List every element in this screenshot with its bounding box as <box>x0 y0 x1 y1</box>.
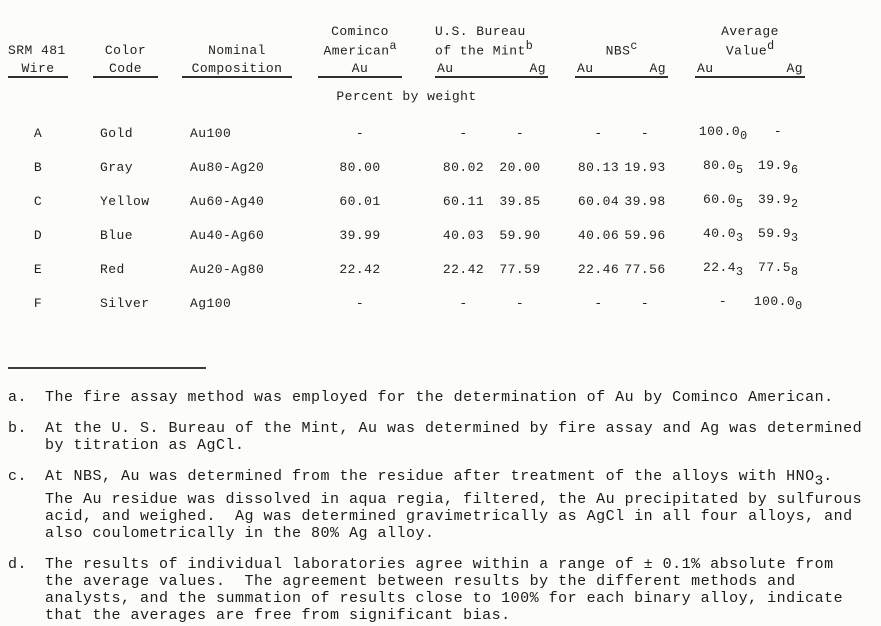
spacer-cell <box>158 252 182 286</box>
table-subtitle: Percent by weight <box>336 89 477 105</box>
cell-nbs-au: 40.06 <box>577 227 620 243</box>
cell-mint-au: - <box>459 295 468 311</box>
header-average-au: Au <box>697 61 714 77</box>
avg-au-value: 100.0 <box>698 123 741 139</box>
cell-wire: B <box>33 159 43 175</box>
spacer-cell <box>158 25 182 39</box>
spacer-cell <box>292 286 318 320</box>
cell-color: Red <box>100 261 125 277</box>
header-row-2 <box>8 39 805 58</box>
avg-au-subdigit: 0 <box>740 128 748 143</box>
cell-cominco-au: - <box>355 125 365 141</box>
avg-ag-subdigit: 3 <box>791 230 799 245</box>
cell-color: Blue <box>100 227 134 243</box>
spacer-cell <box>402 286 435 320</box>
spacer-cell <box>158 58 182 77</box>
cell-nbs-ag: 77.56 <box>624 261 666 277</box>
cell-cominco-au: 60.01 <box>339 193 381 209</box>
spacer-cell <box>402 252 435 286</box>
avg-au-subdigit: 5 <box>736 196 744 211</box>
spacer-cell <box>402 116 435 150</box>
header-nbs-au-ag <box>575 58 668 77</box>
footnote-line: that the averages are free from significant bias. <box>45 606 511 624</box>
spacer-cell <box>668 58 695 77</box>
cell-composition: Au80-Ag20 <box>190 159 265 175</box>
spacer-cell <box>668 218 695 252</box>
cell-nbs-ag: - <box>640 295 650 311</box>
cell-mint-ag: 20.00 <box>499 159 541 175</box>
footnote-line: by titration as AgCl. <box>45 437 245 455</box>
spacer-cell <box>158 184 182 218</box>
footnote-text <box>45 468 881 541</box>
avg-au-value: 60.0 <box>703 191 737 207</box>
cell-avg-ag <box>751 150 805 184</box>
table-row-b <box>8 150 805 184</box>
spacer-cell <box>158 39 182 58</box>
spacer-cell <box>68 218 93 252</box>
avg-ag-value: 77.5 <box>758 259 792 275</box>
cell-composition: Ag100 <box>190 295 232 311</box>
spacer-cell <box>68 286 93 320</box>
footnote-text <box>45 389 881 406</box>
spacer-cell <box>668 39 695 58</box>
avg-au-subdigit: 3 <box>736 264 744 279</box>
cell-nbs-au: 22.46 <box>577 261 620 277</box>
avg-ag-value: 100.0 <box>753 293 796 309</box>
header-nbs <box>575 39 668 58</box>
cell-wire: C <box>33 193 43 209</box>
spacer-cell <box>402 25 435 39</box>
footnote-line: The Au residue was dissolved in aqua regia, filtered, the Au precipitated by sulfurous <box>45 490 863 508</box>
spacer-cell <box>575 25 668 39</box>
cell-avg-au <box>695 116 751 150</box>
footnote-ref-a: a <box>389 39 397 53</box>
footnote-line: the average values. The agreement between results by the different methods and <box>45 572 796 590</box>
avg-ag-value: 59.9 <box>758 225 792 241</box>
cell-nbs-au: 60.04 <box>577 193 620 209</box>
cell-nbs-ag: 19.93 <box>624 159 666 175</box>
spacer-cell <box>158 116 182 150</box>
avg-ag-value: 19.9 <box>758 157 792 173</box>
footnote-c <box>8 468 881 541</box>
cell-mint-au: 40.03 <box>442 227 485 243</box>
header-mint-ag: Ag <box>529 61 547 77</box>
header-wire: Wire <box>8 58 68 77</box>
cell-color: Gray <box>100 159 134 175</box>
cell-nbs-ag: - <box>640 125 650 141</box>
header-mint-au-ag <box>435 58 548 77</box>
header-average-line1: Average <box>721 24 779 39</box>
header-row-1 <box>8 25 805 39</box>
spacer-cell <box>548 39 575 58</box>
cell-avg-ag <box>751 286 805 320</box>
header-row-3 <box>8 58 805 77</box>
header-mint-line2 <box>435 39 548 58</box>
avg-ag-subdigit: 2 <box>791 196 799 211</box>
spacer-cell <box>292 150 318 184</box>
cell-mint-au: 22.42 <box>442 261 485 277</box>
footnote-ref-d: d <box>767 39 775 53</box>
spacer-cell <box>68 58 93 77</box>
cell-composition: Au20-Ag80 <box>190 261 265 277</box>
header-average-ag: Ag <box>786 61 804 77</box>
avg-ag-value: 39.9 <box>758 191 792 207</box>
avg-au-subdigit: 3 <box>736 230 744 245</box>
footnote-line <box>45 468 881 490</box>
cell-avg-au <box>695 252 751 286</box>
spacer-cell <box>668 25 695 39</box>
header-mint-au: Au <box>437 61 454 77</box>
footnote-d <box>8 556 881 624</box>
footnote-ref-c: c <box>630 39 638 53</box>
spacer-cell <box>68 184 93 218</box>
footnote-label: a. <box>8 389 28 407</box>
spacer-cell <box>402 39 435 58</box>
footnote-line: analysts, and the summation of results close to 100% for each binary alloy, indicate <box>45 589 844 607</box>
cell-wire: A <box>33 125 43 141</box>
footnote-text <box>45 556 881 624</box>
cell-nbs-au: - <box>594 295 603 311</box>
cell-mint-au: - <box>459 125 468 141</box>
spacer-cell <box>548 150 575 184</box>
header-nbs-ag: Ag <box>649 61 667 77</box>
avg-ag-subdigit: 0 <box>795 298 803 313</box>
cell-cominco-au: 39.99 <box>339 227 381 243</box>
footnote-label: d. <box>8 555 28 573</box>
cell-avg-au <box>695 150 751 184</box>
spacer-cell <box>548 252 575 286</box>
avg-au-value: 80.0 <box>703 157 737 173</box>
cell-wire: F <box>33 295 43 311</box>
spacer-cell <box>68 252 93 286</box>
chemical-subscript: 3 <box>814 473 824 490</box>
avg-ag-value: - <box>773 123 783 139</box>
footnote-text <box>45 420 881 454</box>
spacer-cell <box>182 25 292 39</box>
header-code: Code <box>93 58 158 77</box>
cell-cominco-au: 22.42 <box>339 261 381 277</box>
cell-avg-ag <box>751 184 805 218</box>
spacer-cell <box>292 218 318 252</box>
table-row-a <box>8 116 805 150</box>
spacer-cell <box>68 150 93 184</box>
spacer-cell <box>68 116 93 150</box>
composition-table <box>8 25 805 320</box>
footnote-line: At the U. S. Bureau of the Mint, Au was determined by fire assay and Ag was determined <box>45 420 863 438</box>
cell-cominco-au: - <box>355 295 365 311</box>
header-mint-line1: U.S. Bureau <box>435 24 526 39</box>
cell-avg-ag <box>751 218 805 252</box>
cell-nbs-ag: 39.98 <box>624 193 666 209</box>
spacer-cell <box>292 39 318 58</box>
footnote-line-text: At NBS, Au was determined from the residue after treatment of the alloys with HNO <box>45 468 815 486</box>
spacer-cell <box>548 116 575 150</box>
cell-color: Silver <box>100 295 150 311</box>
cell-color: Yellow <box>100 193 150 209</box>
cell-nbs-au: 80.13 <box>577 159 620 175</box>
cell-mint-ag: 59.90 <box>499 227 541 243</box>
spacer-cell <box>292 252 318 286</box>
header-average-line2 <box>695 39 805 58</box>
footnote-line: acid, and weighed. Ag was determined gravimetrically as AgCl in all four alloys, and <box>45 507 853 525</box>
header-mint-name: of the Mint <box>435 43 526 59</box>
cell-avg-ag <box>751 116 805 150</box>
header-cominco-au: Au <box>318 58 402 77</box>
cell-nbs-au: - <box>594 125 603 141</box>
avg-ag-subdigit: 8 <box>791 264 799 279</box>
spacer-cell <box>548 58 575 77</box>
avg-au-value: 40.0 <box>703 225 737 241</box>
spacer-cell <box>292 58 318 77</box>
cell-wire: E <box>33 261 43 277</box>
footnotes-section <box>0 369 881 623</box>
footnote-b <box>8 420 881 454</box>
spacer-cell <box>548 286 575 320</box>
spacer-cell <box>668 286 695 320</box>
footnote-line-text: . <box>823 468 833 486</box>
cell-composition: Au60-Ag40 <box>190 193 265 209</box>
cell-avg-au <box>695 184 751 218</box>
spacer-cell <box>158 218 182 252</box>
header-composition: Composition <box>182 58 292 77</box>
spacer-cell <box>402 184 435 218</box>
header-average-au-ag <box>695 58 805 77</box>
footnote-line: The results of individual laboratories agree within a range of ± 0.1% absolute from <box>45 555 834 573</box>
spacer-cell <box>668 252 695 286</box>
spacer-cell <box>668 116 695 150</box>
spacer-cell <box>402 58 435 77</box>
spacer-cell <box>8 25 68 39</box>
cell-mint-ag: 39.85 <box>499 193 541 209</box>
spacer-cell <box>68 39 93 58</box>
spacer-cell <box>548 25 575 39</box>
cell-mint-au: 80.02 <box>442 159 485 175</box>
spacer-cell <box>158 150 182 184</box>
footnote-line: also coulometrically in the 80% Ag alloy. <box>45 524 435 542</box>
spacer-cell <box>292 184 318 218</box>
header-color: Color <box>104 43 147 59</box>
cell-composition: Au40-Ag60 <box>190 227 265 243</box>
table-row-e <box>8 252 805 286</box>
header-cominco-line1: Cominco <box>331 24 389 39</box>
table-row-f <box>8 286 805 320</box>
cell-nbs-ag: 59.96 <box>624 227 666 243</box>
spacer-cell <box>93 25 158 39</box>
footnote-a <box>8 389 881 406</box>
spacer-cell <box>668 184 695 218</box>
header-nominal: Nominal <box>208 43 266 59</box>
avg-au-subdigit: 5 <box>736 162 744 177</box>
footnote-line: The fire assay method was employed for the determination of Au by Cominco American. <box>45 389 834 407</box>
header-nbs-au: Au <box>577 61 594 77</box>
header-srm-wire: SRM 481 <box>8 43 66 59</box>
subtitle-row <box>8 77 805 116</box>
spacer-cell <box>548 184 575 218</box>
cell-composition: Au100 <box>190 125 232 141</box>
cell-mint-ag: - <box>515 295 525 311</box>
cell-avg-au <box>695 286 751 320</box>
spacer-cell <box>292 116 318 150</box>
footnote-label: b. <box>8 420 28 438</box>
avg-ag-subdigit: 6 <box>791 162 799 177</box>
cell-wire: D <box>33 227 43 243</box>
spacer-cell <box>158 286 182 320</box>
cell-mint-ag: - <box>515 125 525 141</box>
header-cominco-line2 <box>318 39 402 58</box>
avg-au-value: 22.4 <box>703 259 737 275</box>
table-row-d <box>8 218 805 252</box>
table-row-c <box>8 184 805 218</box>
spacer-cell <box>68 25 93 39</box>
spacer-cell <box>668 150 695 184</box>
footnote-label: c. <box>8 468 28 486</box>
spacer-cell <box>402 218 435 252</box>
cell-cominco-au: 80.00 <box>339 159 381 175</box>
avg-au-value: - <box>718 293 728 309</box>
cell-mint-ag: 77.59 <box>499 261 541 277</box>
header-average-name: Value <box>725 43 768 59</box>
cell-color: Gold <box>100 125 134 141</box>
spacer-cell <box>548 218 575 252</box>
footnote-ref-b: b <box>525 39 533 53</box>
cell-avg-au <box>695 218 751 252</box>
spacer-cell <box>292 25 318 39</box>
header-nbs-name: NBS <box>605 43 631 59</box>
cell-avg-ag <box>751 252 805 286</box>
header-cominco-name: American <box>323 43 390 59</box>
cell-mint-au: 60.11 <box>442 193 485 209</box>
spacer-cell <box>402 150 435 184</box>
